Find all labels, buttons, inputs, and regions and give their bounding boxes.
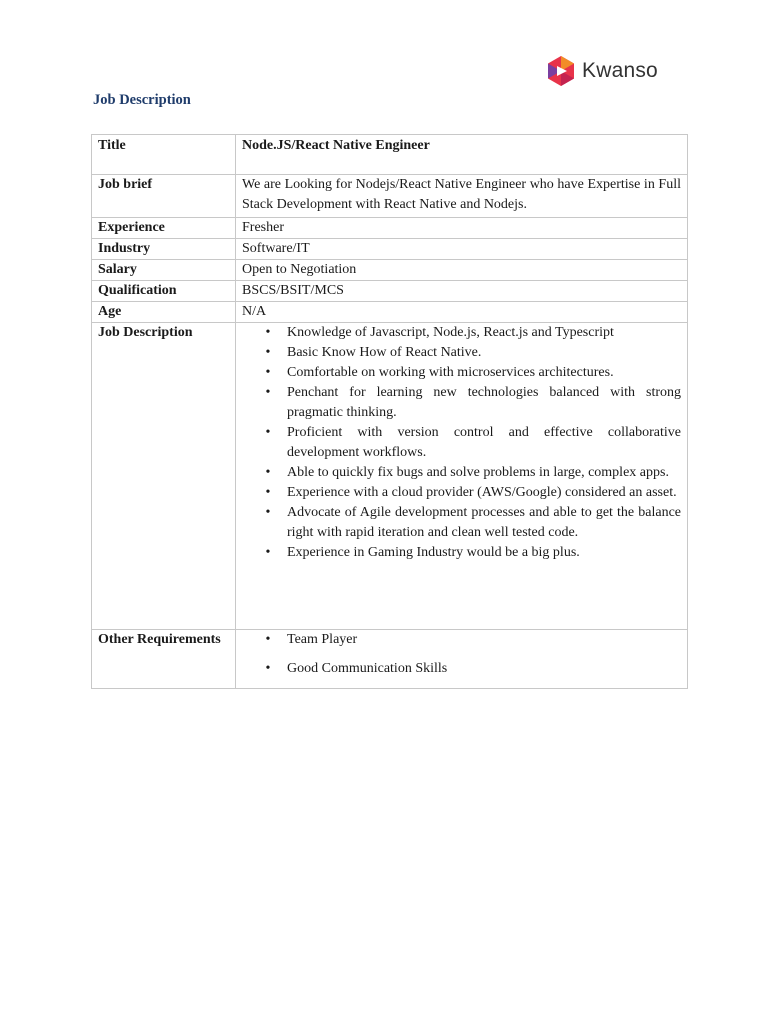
row-label: Job brief bbox=[92, 175, 236, 218]
list-item bbox=[265, 383, 681, 423]
other-requirements-cell bbox=[236, 630, 688, 689]
list-item bbox=[265, 543, 681, 563]
list-item-text: Proficient with version control and effective collaborative development workflows. bbox=[287, 425, 681, 460]
qualification-value: BSCS/BSIT/MCS bbox=[236, 281, 688, 302]
bullet-icon: • bbox=[265, 505, 271, 520]
table-row-age bbox=[92, 302, 688, 323]
job-title-value: Node.JS/React Native Engineer bbox=[236, 135, 688, 175]
bullet-icon: • bbox=[265, 345, 271, 360]
page-title: Job Description bbox=[93, 92, 191, 108]
salary-value: Open to Negotiation bbox=[236, 260, 688, 281]
list-item-text: Comfortable on working with microservices architectures. bbox=[287, 365, 614, 380]
table-row-qualification bbox=[92, 281, 688, 302]
list-item bbox=[265, 343, 681, 363]
list-item-text: Experience in Gaming Industry would be a big plus. bbox=[287, 545, 580, 560]
list-item bbox=[265, 630, 681, 650]
row-label: Industry bbox=[92, 239, 236, 260]
list-item-text: Knowledge of Javascript, Node.js, React.js and Typescript bbox=[287, 325, 614, 340]
age-value: N/A bbox=[236, 302, 688, 323]
list-item bbox=[265, 463, 681, 483]
job-description-list bbox=[242, 323, 681, 563]
list-item bbox=[265, 483, 681, 503]
company-logo bbox=[546, 54, 658, 88]
row-label: Title bbox=[92, 135, 236, 175]
list-item bbox=[265, 363, 681, 383]
table-row-job-description bbox=[92, 323, 688, 630]
bullet-icon: • bbox=[265, 325, 271, 340]
row-label: Qualification bbox=[92, 281, 236, 302]
list-item bbox=[265, 423, 681, 463]
list-item bbox=[265, 503, 681, 543]
bullet-icon: • bbox=[265, 661, 271, 676]
table-row-salary bbox=[92, 260, 688, 281]
row-label: Age bbox=[92, 302, 236, 323]
bullet-icon: • bbox=[265, 385, 271, 400]
other-requirements-list bbox=[242, 630, 681, 679]
bullet-icon: • bbox=[265, 465, 271, 480]
list-item-text: Penchant for learning new technologies balanced with strong pragmatic thinking. bbox=[287, 385, 681, 420]
logo-text: Kwanso bbox=[582, 59, 658, 82]
row-label: Other Requirements bbox=[92, 630, 236, 689]
bullet-icon: • bbox=[265, 485, 271, 500]
row-label: Job Description bbox=[92, 323, 236, 630]
kwanso-logo-mark-icon bbox=[546, 55, 576, 87]
list-item-text: Good Communication Skills bbox=[287, 661, 448, 676]
bullet-icon: • bbox=[265, 632, 271, 647]
experience-value: Fresher bbox=[236, 218, 688, 239]
table-row-job-brief bbox=[92, 175, 688, 218]
list-item-text: Team Player bbox=[287, 632, 358, 647]
industry-value: Software/IT bbox=[236, 239, 688, 260]
row-label: Salary bbox=[92, 260, 236, 281]
table-row-industry bbox=[92, 239, 688, 260]
list-item-text: Able to quickly fix bugs and solve problems in large, complex apps. bbox=[287, 465, 669, 480]
job-brief-value: We are Looking for Nodejs/React Native Engineer who have Expertise in Full Stack Development with React Native and Nodejs. bbox=[236, 175, 688, 218]
table-row-title bbox=[92, 135, 688, 175]
bullet-icon: • bbox=[265, 545, 271, 560]
table-row-experience bbox=[92, 218, 688, 239]
row-label: Experience bbox=[92, 218, 236, 239]
list-item-text: Experience with a cloud provider (AWS/Google) considered an asset. bbox=[287, 485, 677, 500]
job-description-cell bbox=[236, 323, 688, 630]
bullet-icon: • bbox=[265, 365, 271, 380]
job-details-table bbox=[91, 134, 688, 689]
bullet-icon: • bbox=[265, 425, 271, 440]
list-item bbox=[265, 659, 681, 679]
list-item-text: Basic Know How of React Native. bbox=[287, 345, 482, 360]
list-item bbox=[265, 323, 681, 343]
table-row-other-requirements bbox=[92, 630, 688, 689]
list-item-text: Advocate of Agile development processes and able to get the balance right with rapid iteration and clean well tested code. bbox=[287, 505, 681, 540]
